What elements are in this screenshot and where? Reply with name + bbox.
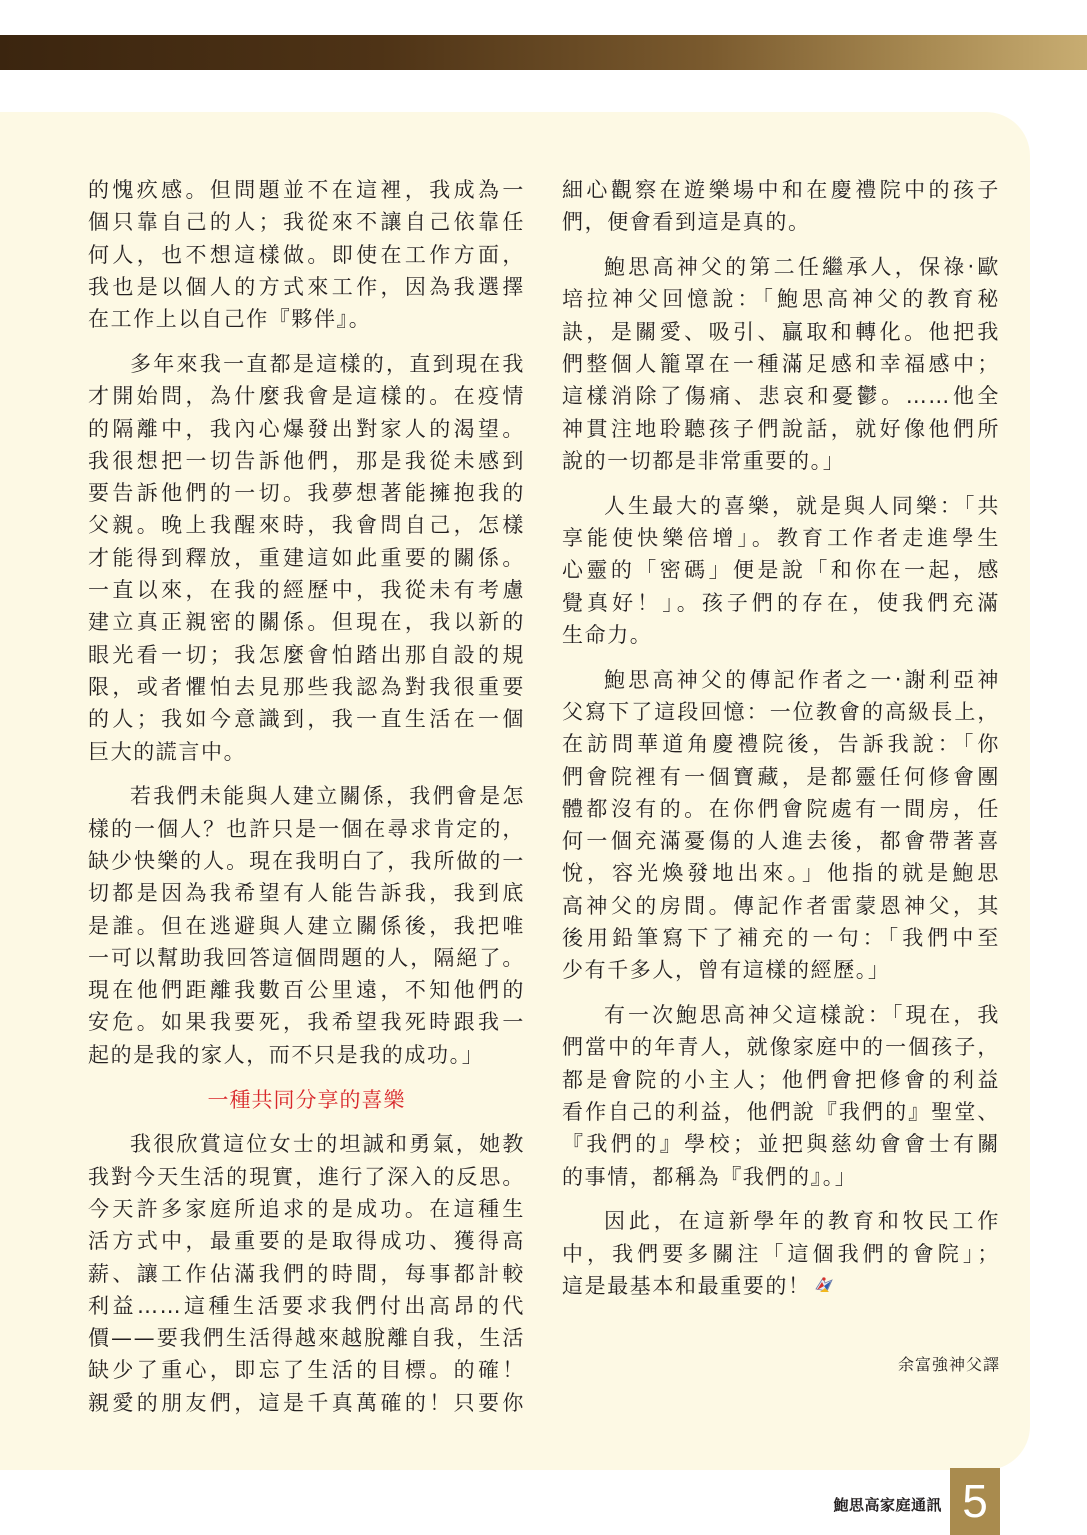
line-text: 人生最大的喜樂，就是與人同樂：「共 — [604, 493, 1000, 518]
line-text: 心靈的「密碼」便是說「和你在一起，感 — [562, 558, 1000, 583]
text-line — [88, 606, 525, 638]
text-line — [562, 522, 1000, 554]
line-text: 培拉神父回憶說：「鮑思高神父的教育秘 — [562, 287, 1000, 312]
line-text: 都是會院的小主人；他們會把修會的利益 — [562, 1067, 1000, 1092]
line-text: 一可以幫助我回答這個問題的人，隔絕了。 — [88, 945, 525, 970]
text-line — [88, 845, 525, 877]
line-text: 現在他們距離我數百公里遠，不知他們的 — [88, 978, 525, 1003]
text-line — [88, 477, 525, 509]
text-line — [562, 206, 1000, 238]
line-text: 眼光看一切；我怎麼會怕踏出那自設的規 — [88, 642, 525, 667]
line-text: 何一個充滿憂傷的人進去後，都會帶著喜 — [562, 829, 1000, 854]
line-text: 的愧疚感。但問題並不在這裡，我成為一 — [88, 178, 525, 202]
line-text: 我很想把一切告訴他們，那是我從未感到 — [88, 448, 525, 473]
translator-signature: 余富強神父譯 — [897, 1355, 1000, 1374]
paragraph — [88, 174, 525, 335]
text-line — [562, 413, 1000, 445]
line-text: 們整個人籠罩在一種滿足感和幸福感中； — [562, 351, 1000, 376]
line-text: 起的是我的家人，而不只是我的成功。」 — [88, 1042, 485, 1067]
line-text: 有一次鮑思高神父這樣說：「現在，我 — [604, 1003, 1000, 1028]
text-line — [562, 825, 1000, 857]
section-heading — [88, 1084, 525, 1116]
paragraph — [88, 348, 525, 768]
paragraph — [562, 490, 1000, 651]
text-line — [88, 348, 525, 380]
text-line — [562, 1096, 1000, 1128]
text-line — [562, 554, 1000, 586]
text-line — [88, 509, 525, 541]
line-text: 樣的一個人？也許只是一個在尋求肯定的， — [88, 816, 525, 841]
publication-title: 鮑思高家庭通訊 — [833, 1496, 942, 1514]
line-text: 們當中的年青人，就像家庭中的一個孩子， — [562, 1035, 1000, 1060]
text-line — [88, 303, 525, 335]
line-text: 父親。晚上我醒來時，我會問自己，怎樣 — [88, 513, 525, 538]
line-text: 安危。如果我要死，我希望我死時跟我一 — [88, 1010, 525, 1035]
text-line — [562, 696, 1000, 728]
paragraph — [88, 1128, 525, 1419]
text-line — [88, 1354, 525, 1386]
paragraph — [562, 1205, 1000, 1302]
header-color-bar — [0, 35, 1087, 70]
line-text: 親愛的朋友們，這是千真萬確的！只要你 — [88, 1390, 525, 1415]
line-text: 建立真正親密的關係。但現在，我以新的 — [88, 610, 525, 635]
text-line — [88, 174, 525, 206]
line-text: 父寫下了這段回憶：一位教會的高級長上， — [562, 699, 1000, 724]
line-text: 若我們未能與人建立關係，我們會是怎 — [130, 784, 525, 809]
text-line — [562, 619, 1000, 651]
text-line — [562, 490, 1000, 522]
line-text: 是誰。但在逃避與人建立關係後，我把唯 — [88, 913, 525, 938]
line-text: 一直以來，在我的經歷中，我從未有考慮 — [88, 578, 525, 603]
paragraph — [562, 251, 1000, 477]
text-line — [88, 542, 525, 574]
line-text: 在工作上以自己作『夥伴』。 — [88, 307, 372, 332]
text-line — [88, 380, 525, 412]
page-number: 5 — [950, 1468, 1000, 1535]
line-text: 的隔離中，我內心爆發出對家人的渴望。 — [88, 416, 525, 441]
text-line — [88, 206, 525, 238]
line-text: 我也是以個人的方式來工作，因為我選擇 — [88, 274, 525, 299]
line-text: 巨大的謊言中。 — [88, 739, 247, 764]
text-line — [562, 348, 1000, 380]
text-line — [562, 922, 1000, 954]
text-line — [88, 1225, 525, 1257]
line-text: 們會院裡有一個寶藏，是都靈任何修會團 — [562, 764, 1000, 789]
line-text: 細心觀察在遊樂場中和在慶禮院中的孩子 — [562, 178, 1000, 202]
text-line — [562, 380, 1000, 412]
text-line — [562, 857, 1000, 889]
line-text: 才能得到釋放，重建這如此重要的關係。 — [88, 545, 525, 570]
line-text: 這是最基本和最重要的！ — [562, 1274, 811, 1298]
left-column — [88, 174, 525, 1431]
line-text: 說的一切都是非常重要的。」 — [562, 448, 846, 473]
line-text: 限，或者懼怕去見那些我認為對我很重要 — [88, 674, 525, 699]
line-text: 們，便會看到這是真的。 — [562, 210, 811, 235]
line-text: 『我們的』學校；並把與慈幼會會士有關 — [562, 1132, 1000, 1157]
text-line — [88, 942, 525, 974]
line-text: 薪、讓工作佔滿我們的時間，每事都計較 — [88, 1261, 525, 1286]
text-line — [562, 1205, 1000, 1237]
text-line — [562, 954, 1000, 986]
line-text: 訣，是關愛、吸引、贏取和轉化。他把我 — [562, 319, 1000, 344]
text-line — [88, 271, 525, 303]
text-line — [88, 1322, 525, 1354]
line-text: 的人；我如今意識到，我一直生活在一個 — [88, 707, 525, 732]
text-line — [562, 316, 1000, 348]
paragraph — [88, 780, 525, 1071]
line-text: 看作自己的利益，他們說『我們的』聖堂、 — [562, 1100, 1000, 1125]
text-line — [562, 761, 1000, 793]
text-line — [88, 736, 525, 768]
text-line — [88, 1193, 525, 1225]
text-line — [88, 1006, 525, 1038]
text-line — [562, 283, 1000, 315]
line-text: 切都是因為我希望有人能告訴我，我到底 — [88, 881, 525, 906]
line-text: 鮑思高神父的傳記作者之一‧謝利亞神 — [604, 667, 1000, 692]
heading-line — [88, 1084, 525, 1116]
text-line — [562, 251, 1000, 283]
line-text: 後用鉛筆寫下了補充的一句：「我們中至 — [562, 926, 1000, 951]
line-text: 缺少快樂的人。現在我明白了，我所做的一 — [88, 848, 525, 873]
line-text: 因此，在這新學年的教育和牧民工作 — [604, 1209, 1000, 1234]
text-line — [562, 664, 1000, 696]
line-text: 我很欣賞這位女士的坦誠和勇氣，她教 — [130, 1132, 525, 1157]
text-line — [562, 999, 1000, 1031]
text-line — [88, 877, 525, 909]
line-text: 今天許多家庭所追求的是成功。在這種生 — [88, 1196, 525, 1221]
line-text: 生命力。 — [562, 622, 653, 647]
line-text: 我對今天生活的現實，進行了深入的反思。 — [88, 1164, 525, 1189]
text-line — [88, 780, 525, 812]
line-text: 覺真好！」。孩子們的存在，使我們充滿 — [562, 590, 1000, 615]
paragraph — [562, 999, 1000, 1193]
text-line — [562, 1064, 1000, 1096]
text-line — [562, 174, 1000, 206]
line-text: 要告訴他們的一切。我夢想著能擁抱我的 — [88, 481, 525, 506]
text-line — [88, 671, 525, 703]
text-line — [562, 728, 1000, 760]
line-text: 活方式中，最重要的是取得成功、獲得高 — [88, 1229, 525, 1254]
line-text: 悅，容光煥發地出來。」他指的就是鮑思 — [562, 861, 1000, 886]
line-text: 神貫注地聆聽孩子們說話，就好像他們所 — [562, 416, 1000, 441]
text-line — [88, 1387, 525, 1419]
right-column — [562, 174, 1000, 1315]
text-line — [562, 1270, 1000, 1302]
text-line — [88, 1290, 525, 1322]
salesian-logo-icon — [813, 1274, 835, 1296]
line-text: 高神父的房間。傳記作者雷蒙恩神父，其 — [562, 893, 1000, 918]
text-line — [562, 587, 1000, 619]
text-line — [88, 639, 525, 671]
paragraph — [562, 174, 1000, 239]
text-line — [88, 1161, 525, 1193]
line-text: 利益……這種生活要求我們付出高昂的代 — [88, 1293, 525, 1318]
text-line — [88, 910, 525, 942]
text-line — [88, 1039, 525, 1071]
line-text: 少有千多人，曾有這樣的經歷。」 — [562, 958, 891, 983]
line-text: 才開始問，為什麼我會是這樣的。在疫情 — [88, 384, 525, 409]
text-line — [88, 1128, 525, 1160]
line-text: 體都沒有的。在你們會院處有一間房，任 — [562, 796, 1000, 821]
text-line — [88, 974, 525, 1006]
text-line — [562, 1238, 1000, 1270]
paragraph — [562, 664, 1000, 987]
text-line — [562, 445, 1000, 477]
text-line — [88, 703, 525, 735]
text-line — [88, 413, 525, 445]
line-text: 何人，也不想這樣做。即使在工作方面， — [88, 242, 525, 267]
line-text: 缺少了重心，即忘了生活的目標。的確！ — [88, 1358, 525, 1383]
text-line — [88, 1258, 525, 1290]
text-line — [562, 1161, 1000, 1193]
line-text: 個只靠自己的人；我從來不讓自己依靠任 — [88, 210, 525, 235]
line-text: 一種共同分享的喜樂 — [207, 1087, 406, 1112]
line-text: 中，我們要多關注「這個我們的會院」； — [562, 1241, 1000, 1266]
line-text: 多年來我一直都是這樣的，直到現在我 — [130, 351, 525, 376]
text-line — [562, 793, 1000, 825]
text-line — [562, 1128, 1000, 1160]
text-line — [562, 1031, 1000, 1063]
line-text: 在訪問華道角慶禮院後，告訴我說：「你 — [562, 732, 1000, 757]
text-line — [88, 239, 525, 271]
line-text: 價——要我們生活得越來越脫離自我，生活 — [88, 1326, 525, 1351]
text-line — [88, 445, 525, 477]
line-text: 鮑思高神父的第二任繼承人，保祿‧歐 — [604, 255, 1000, 280]
line-text: 的事情，都稱為『我們的』。」 — [562, 1164, 858, 1189]
text-line — [88, 813, 525, 845]
line-text: 享能使快樂倍增」。教育工作者走進學生 — [562, 525, 1000, 550]
text-line — [88, 574, 525, 606]
line-text: 這樣消除了傷痛、悲哀和憂鬱。……他全 — [562, 384, 1000, 409]
text-line — [562, 890, 1000, 922]
